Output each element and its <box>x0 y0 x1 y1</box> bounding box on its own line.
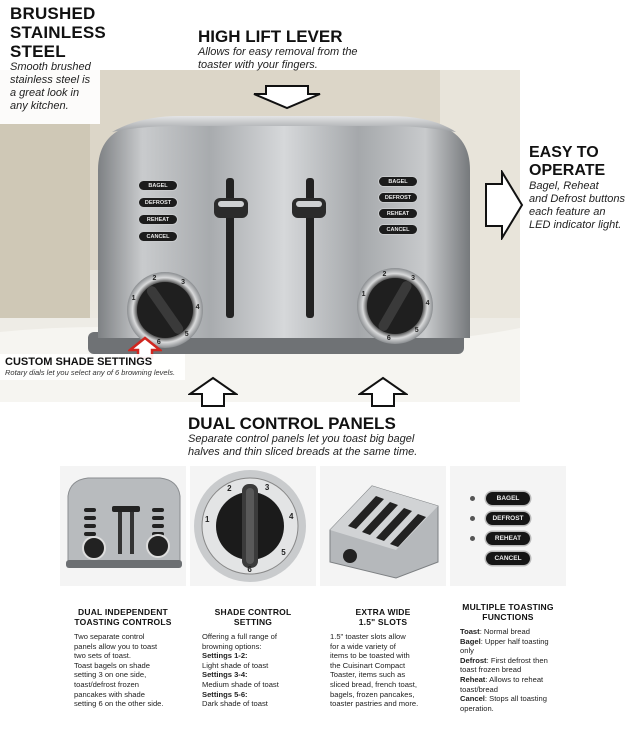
feature-4-title-2: FUNCTIONS <box>482 612 534 622</box>
dual-control-callout <box>188 414 448 459</box>
thumb-reheat-button: REHEAT <box>486 532 530 545</box>
feature-body-line <box>330 680 446 690</box>
dial-number: 4 <box>425 300 430 308</box>
feature-body-text: Medium shade of toast <box>202 679 279 689</box>
toaster-cancel-button: CANCEL <box>378 224 418 235</box>
feature-body-text: panels allow you to toast <box>74 641 158 651</box>
feature-body-text: the Cuisinart Compact <box>330 660 406 670</box>
custom-shade-title: CUSTOM SHADE SETTINGS <box>5 356 153 368</box>
high-lift-title: HIGH LIFT LEVER <box>198 27 343 46</box>
thumb-defrost-button: DEFROST <box>486 512 530 525</box>
led-indicator-icon <box>470 516 475 521</box>
brushed-desc-3: a great look in <box>10 87 80 99</box>
feature-body-text: setting 6 on the other side. <box>74 699 164 709</box>
feature-body-text: toast/bread <box>460 684 498 694</box>
feature-body-text: : Upper half toasting <box>480 636 549 646</box>
feature-body-line <box>460 627 566 637</box>
feature-body-line <box>74 680 186 690</box>
feature-body-line <box>460 665 566 675</box>
feature-body-text: Dark shade of toast <box>202 699 268 709</box>
feature-body-text: 1.5" toaster slots allow <box>330 632 406 641</box>
toaster-reheat-button: REHEAT <box>138 214 178 225</box>
brushed-title-2: STAINLESS <box>10 23 106 42</box>
feature-body-text: Two separate control <box>74 632 145 641</box>
feature-body-line <box>74 651 186 661</box>
feature-body-text: for a wide variety of <box>330 641 396 651</box>
dial-number: 6 <box>247 565 252 574</box>
toaster-bagel-button: BAGEL <box>138 180 178 191</box>
brushed-steel-callout <box>0 0 106 124</box>
feature-4-title-1: MULTIPLE TOASTING <box>462 602 554 612</box>
feature-4-body <box>450 627 566 713</box>
dial-number: 5 <box>281 548 286 558</box>
feature-body-line <box>74 661 186 671</box>
feature-body-bold: Reheat <box>460 674 486 684</box>
custom-shade-callout <box>0 354 185 380</box>
feature-2-title-2: SETTING <box>233 617 273 627</box>
feature-body-line <box>460 646 566 656</box>
feature-1-body <box>60 632 186 709</box>
feature-body-line <box>202 642 316 652</box>
feature-body-line <box>74 642 186 652</box>
dual-desc-2: halves and thin sliced breads at the same time. <box>188 446 418 458</box>
feature-body-text: bagels, frozen pancakes, <box>330 689 415 699</box>
feature-body-text: sliced bread, french toast, <box>330 679 417 689</box>
dial-number: 1 <box>131 295 136 303</box>
dial-number: 3 <box>411 275 416 283</box>
brushed-desc-4: any kitchen. <box>10 100 69 112</box>
feature-3-body <box>320 632 446 709</box>
feature-body-text: setting 3 on one side, <box>74 670 147 680</box>
feature-body-bold: Settings 1-2: <box>202 651 248 661</box>
dial-thumb-numbers <box>190 466 316 586</box>
right-button-panel <box>378 176 422 240</box>
feature-body-text: : First defrost then <box>486 655 548 665</box>
feature-body-text: : Normal bread <box>479 627 530 636</box>
dial-number: 4 <box>289 511 294 521</box>
led-indicator-icon <box>470 556 475 561</box>
feature-body-text: browning options: <box>202 641 262 651</box>
custom-shade-desc: Rotary dials let you select any of 6 browning levels. <box>5 368 176 377</box>
feature-body-text: items to be toasted with <box>330 651 410 661</box>
toaster-thumbnail <box>60 466 186 586</box>
feature-3-title-2: 1.5" SLOTS <box>358 617 408 627</box>
thumb-cancel-button: CANCEL <box>486 552 530 565</box>
feature-panel-multiple-functions <box>450 466 566 726</box>
easy-title-1: EASY TO <box>529 144 599 161</box>
feature-panel-extra-wide <box>320 466 446 726</box>
dial-number: 2 <box>152 275 157 283</box>
dial-number: 4 <box>195 304 200 312</box>
dual-arrow-right-icon <box>358 376 408 408</box>
dial-number: 5 <box>414 327 419 335</box>
left-button-panel <box>138 180 182 248</box>
feature-body-line <box>74 632 186 642</box>
feature-body-text: Toast bagels on shade <box>74 660 150 670</box>
feature-1-title-1: DUAL INDEPENDENT <box>78 607 168 617</box>
feature-body-line <box>202 632 316 642</box>
feature-body-bold: Bagel <box>460 636 481 646</box>
dial-number: 3 <box>264 482 270 492</box>
slots-thumbnail <box>320 466 446 586</box>
brushed-desc-2: stainless steel is <box>10 74 91 86</box>
dial-number: 2 <box>382 271 387 279</box>
feature-body-line <box>330 661 446 671</box>
high-lift-arrow-icon <box>252 84 322 110</box>
easy-title-2: OPERATE <box>529 162 606 179</box>
feature-body-bold: Defrost <box>460 655 487 665</box>
feature-1-title-2: TOASTING CONTROLS <box>74 617 172 627</box>
brushed-title-3: STEEL <box>10 42 66 61</box>
feature-body-line <box>74 699 186 709</box>
led-indicator-icon <box>470 496 475 501</box>
feature-body-line <box>202 651 316 661</box>
toaster-defrost-button: DEFROST <box>138 197 178 208</box>
feature-body-bold: Cancel <box>460 694 485 704</box>
feature-body-text: pancakes with shade <box>74 689 145 699</box>
brushed-desc-1: Smooth brushed <box>10 61 91 73</box>
feature-body-line <box>202 699 316 709</box>
feature-panel-shade-control <box>190 466 316 726</box>
feature-body-line <box>202 670 316 680</box>
thumb-bagel-button: BAGEL <box>486 492 530 505</box>
toaster-defrost-button: DEFROST <box>378 192 418 203</box>
toaster-bagel-button: BAGEL <box>378 176 418 187</box>
feature-body-text: two sets of toast. <box>74 651 131 661</box>
toaster-reheat-button: REHEAT <box>378 208 418 219</box>
feature-body-line <box>330 651 446 661</box>
feature-body-line <box>330 699 446 709</box>
feature-body-bold: Toast <box>460 627 480 636</box>
feature-body-text: Offering a full range of <box>202 632 277 641</box>
feature-2-title-1: SHADE CONTROL <box>214 607 292 617</box>
easy-operate-callout <box>525 140 640 258</box>
feature-body-line <box>74 670 186 680</box>
feature-body-bold: Settings 5-6: <box>202 689 248 699</box>
feature-body-text: : Stops all toasting <box>484 694 547 704</box>
dial-number: 3 <box>181 279 186 287</box>
feature-body-text: only <box>460 646 474 656</box>
led-indicator-icon <box>470 536 475 541</box>
feature-body-bold: Settings 3-4: <box>202 670 248 680</box>
feature-body-line <box>460 637 566 647</box>
feature-body-line <box>330 670 446 680</box>
feature-body-line <box>74 690 186 700</box>
dual-desc-1: Separate control panels let you toast big bagel <box>188 433 415 445</box>
feature-body-line <box>202 680 316 690</box>
feature-body-text: : Allows to reheat <box>485 674 544 684</box>
dual-title: DUAL CONTROL PANELS <box>188 414 396 433</box>
dial-number: 6 <box>156 338 161 346</box>
feature-body-line <box>460 704 566 714</box>
feature-body-text: Toaster, items such as <box>330 670 406 680</box>
dial-number: 6 <box>386 334 391 342</box>
feature-body-line <box>460 656 566 666</box>
high-lift-desc-1: Allows for easy removal from the <box>198 46 358 58</box>
right-dial-numbers <box>357 268 433 344</box>
feature-body-line <box>460 694 566 704</box>
feature-body-line <box>460 685 566 695</box>
feature-body-text: toast/defrost frozen <box>74 679 140 689</box>
dial-number: 1 <box>361 291 366 299</box>
dual-arrow-left-icon <box>188 376 238 408</box>
high-lift-desc-2: toaster with your fingers. <box>198 59 318 71</box>
easy-operate-arrow-icon <box>484 170 524 240</box>
easy-desc-3: each feature an <box>529 206 606 218</box>
dial-number: 1 <box>204 514 210 524</box>
easy-desc-1: Bagel, Reheat <box>529 180 599 192</box>
brushed-title-1: BRUSHED <box>10 4 96 23</box>
high-lift-callout <box>198 28 398 72</box>
feature-body-line <box>460 675 566 685</box>
buttons-thumbnail <box>450 466 566 586</box>
dial-number: 5 <box>184 331 189 339</box>
feature-panel-dual-independent <box>60 466 186 726</box>
feature-body-text: Light shade of toast <box>202 660 269 670</box>
feature-body-line <box>202 661 316 671</box>
feature-body-line <box>330 632 446 642</box>
feature-body-line <box>330 690 446 700</box>
dial-number: 2 <box>227 484 232 494</box>
feature-body-line <box>202 690 316 700</box>
feature-body-line <box>330 642 446 652</box>
toaster-cancel-button: CANCEL <box>138 231 178 242</box>
feature-2-body <box>190 632 316 709</box>
feature-body-text: toaster pastries and more. <box>330 699 419 709</box>
feature-body-text: operation. <box>460 703 494 713</box>
easy-desc-2: and Defrost buttons <box>529 193 626 205</box>
easy-desc-4: LED indicator light. <box>529 219 622 231</box>
feature-3-title-1: EXTRA WIDE <box>355 607 411 617</box>
feature-body-text: toast frozen bread <box>460 665 522 675</box>
